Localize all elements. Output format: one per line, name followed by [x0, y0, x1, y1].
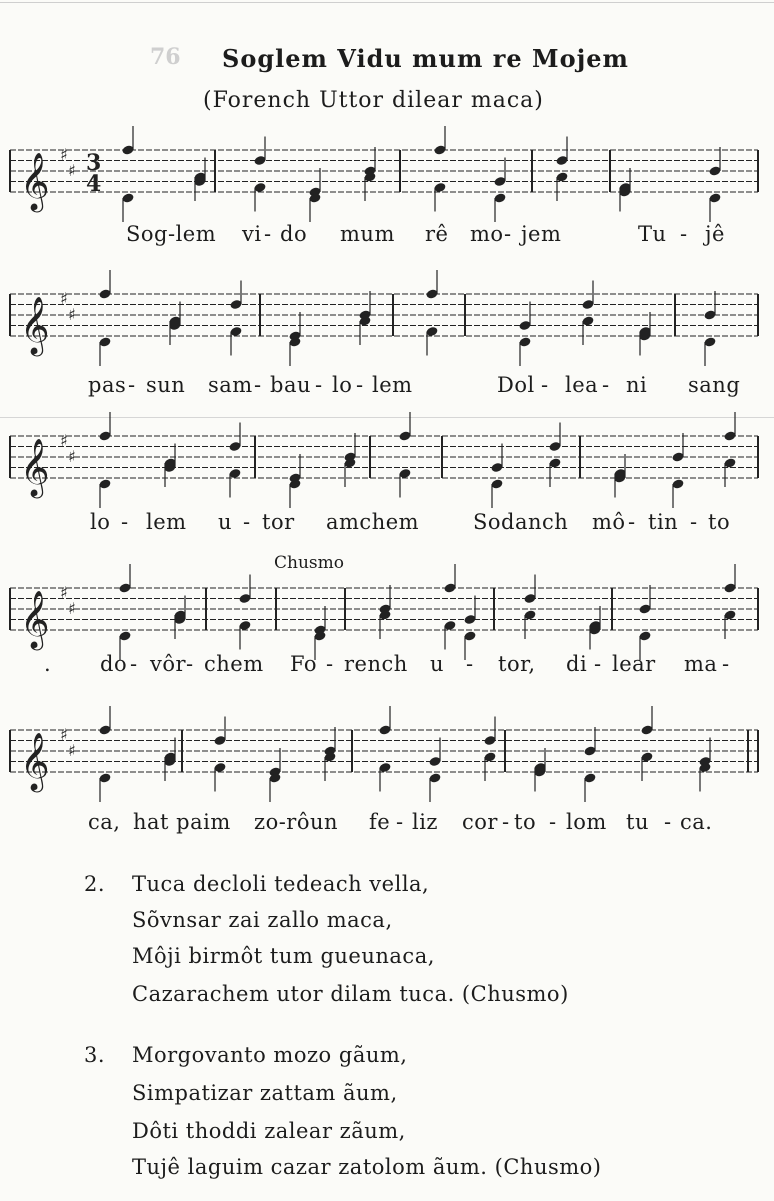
- verse-line: Tujê laguim cazar zatolom ãum. (Chusmo): [132, 1155, 602, 1179]
- sharp-icon: ♯: [60, 725, 68, 744]
- sharp-icon: ♯: [68, 161, 76, 180]
- sharp-icon: ♯: [68, 305, 76, 324]
- lyric-syllable: -: [243, 510, 251, 534]
- sharp-icon: ♯: [60, 431, 68, 450]
- lyric-syllable: lem: [372, 373, 413, 397]
- lyric-syllable: -: [264, 222, 272, 246]
- treble-clef-icon: 𝄞: [20, 438, 50, 496]
- lyric-syllable: rê: [425, 222, 449, 246]
- song-title: Soglem Vidu mum re Mojem: [222, 44, 629, 73]
- lyric-syllable: sam: [208, 373, 253, 397]
- lyric-syllable: vi: [242, 222, 262, 246]
- lyric-syllable: sang: [688, 373, 741, 397]
- lyric-syllable: tu: [626, 810, 649, 834]
- lyric-syllable: mum: [340, 222, 395, 246]
- lyric-syllable: mô: [592, 510, 626, 534]
- sharp-icon: ♯: [60, 145, 68, 164]
- lyric-syllable: -: [356, 373, 364, 397]
- lyric-syllable: lear: [612, 652, 656, 676]
- lyric-syllable: di: [566, 652, 588, 676]
- staff-system-4: [10, 576, 768, 656]
- lyric-syllable: fe: [369, 810, 391, 834]
- lyric-syllable: ca,: [88, 810, 121, 834]
- lyric-syllable: -: [664, 810, 672, 834]
- lyric-syllable: tor,: [498, 652, 536, 676]
- treble-clef-icon: 𝄞: [20, 296, 50, 354]
- chorus-marker: Chusmo: [274, 553, 344, 573]
- lyric-syllable: to: [514, 810, 537, 834]
- time-signature-bottom: 4: [86, 171, 102, 197]
- verse-line: Sõvnsar zai zallo maca,: [132, 908, 393, 932]
- lyric-syllable: Fo: [290, 652, 318, 676]
- lyric-syllable: jem: [521, 222, 562, 246]
- lyric-syllable: -: [628, 510, 636, 534]
- lyric-syllable: -: [121, 510, 129, 534]
- verse-line: Cazarachem utor dilam tuca. (Chusmo): [132, 982, 569, 1006]
- staff-system-5: [10, 718, 768, 798]
- verse-line: Môji birmôt tum gueunaca,: [132, 944, 435, 968]
- lyric-syllable: ma: [684, 652, 718, 676]
- lyric-syllable: -: [130, 652, 138, 676]
- staff-system-1: [10, 138, 768, 218]
- sharp-icon: ♯: [68, 447, 76, 466]
- lyric-syllable: -: [594, 652, 602, 676]
- lyric-row-5: [0, 810, 774, 840]
- lyric-syllable: do: [100, 652, 128, 676]
- lyric-row-3: [0, 510, 774, 540]
- sharp-icon: ♯: [60, 583, 68, 602]
- sharp-icon: ♯: [68, 599, 76, 618]
- lyric-syllable: .: [44, 652, 52, 676]
- lyric-syllable: pas: [88, 373, 127, 397]
- lyric-syllable: -: [315, 373, 323, 397]
- lyric-syllable: liz: [412, 810, 438, 834]
- lyric-syllable: tin: [648, 510, 679, 534]
- lyric-syllable: sun: [146, 373, 186, 397]
- lyric-syllable: u: [218, 510, 233, 534]
- lyric-syllable: zo-rôun: [254, 810, 339, 834]
- lyric-syllable: -: [502, 810, 510, 834]
- lyric-syllable: mo: [470, 222, 504, 246]
- verse-line: Dôti thoddi zalear zãum,: [132, 1119, 406, 1143]
- lyric-syllable: lom: [566, 810, 607, 834]
- verse-line: Morgovanto mozo gãum,: [132, 1043, 408, 1067]
- lyric-syllable: vôr-: [150, 652, 194, 676]
- verse-line: Tuca decloli tedeach vella,: [132, 872, 430, 896]
- lyric-syllable: cor: [462, 810, 498, 834]
- treble-clef-icon: 𝄞: [20, 152, 50, 210]
- page-edge-line: [0, 2, 774, 3]
- lyric-syllable: to: [708, 510, 731, 534]
- lyric-syllable: -: [541, 373, 549, 397]
- sharp-icon: ♯: [60, 289, 68, 308]
- lyric-syllable: u: [430, 652, 445, 676]
- verse-line: Simpatizar zattam ãum,: [132, 1081, 398, 1105]
- lyric-syllable: lo: [332, 373, 353, 397]
- lyric-row-4: [0, 652, 774, 682]
- treble-clef-icon: 𝄞: [20, 732, 50, 790]
- lyric-syllable: bau: [270, 373, 311, 397]
- lyric-row-1: [0, 222, 774, 252]
- verse-number: 3.: [84, 1043, 106, 1067]
- lyric-syllable: lea: [565, 373, 599, 397]
- lyric-syllable: -: [722, 652, 730, 676]
- lyric-syllable: ni: [626, 373, 648, 397]
- lyric-syllable: tor: [262, 510, 295, 534]
- lyric-syllable: Dol: [497, 373, 535, 397]
- lyric-syllable: -: [680, 222, 688, 246]
- treble-clef-icon: 𝄞: [20, 590, 50, 648]
- time-signature-top: 3: [86, 150, 102, 176]
- lyric-syllable: Sodanch: [473, 510, 569, 534]
- lyric-syllable: -: [602, 373, 610, 397]
- lyric-syllable: amchem: [326, 510, 420, 534]
- verse-number: 2.: [84, 872, 106, 896]
- lyric-syllable: -: [504, 222, 512, 246]
- lyric-syllable: -: [549, 810, 557, 834]
- lyric-syllable: jê: [705, 222, 725, 246]
- lyric-row-2: [0, 373, 774, 403]
- lyric-syllable: Tu: [638, 222, 667, 246]
- lyric-syllable: -: [690, 510, 698, 534]
- lyric-syllable: Sog-lem: [126, 222, 217, 246]
- page-fold-line: [0, 417, 774, 418]
- lyric-syllable: lem: [146, 510, 187, 534]
- song-number: 76: [150, 44, 181, 70]
- staff-system-2: [10, 282, 768, 362]
- lyric-syllable: chem: [204, 652, 264, 676]
- staff-system-3: [10, 424, 768, 504]
- lyric-syllable: lo: [90, 510, 111, 534]
- lyric-syllable: hat paim: [133, 810, 231, 834]
- lyric-syllable: rench: [344, 652, 408, 676]
- lyric-syllable: -: [326, 652, 334, 676]
- lyric-syllable: ca.: [680, 810, 713, 834]
- sharp-icon: ♯: [68, 741, 76, 760]
- lyric-syllable: -: [466, 652, 474, 676]
- lyric-syllable: -: [254, 373, 262, 397]
- song-subtitle: (Forench Uttor dilear maca): [203, 88, 544, 113]
- lyric-syllable: -: [128, 373, 136, 397]
- lyric-syllable: do: [280, 222, 308, 246]
- lyric-syllable: -: [396, 810, 404, 834]
